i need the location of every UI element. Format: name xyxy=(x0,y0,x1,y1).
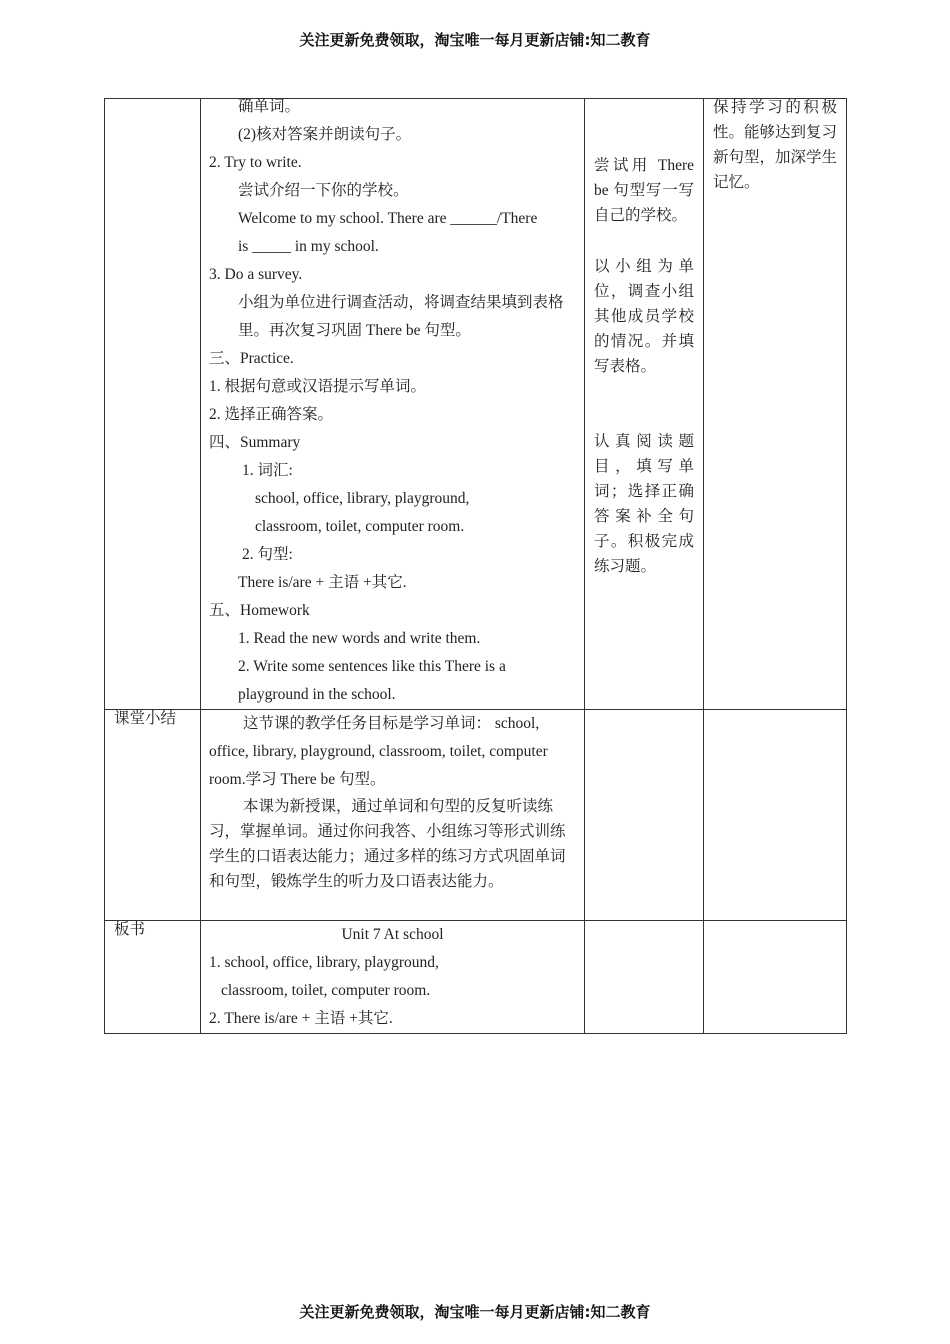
summary-content-cell xyxy=(201,710,585,921)
process-line: 2. 句型: xyxy=(242,546,293,563)
process-line: 尝试介绍一下你的学校。 xyxy=(238,182,409,199)
process-line: school, office, library, playground, xyxy=(255,490,470,507)
process-line: playground in the school. xyxy=(238,686,396,703)
board-empty-cell xyxy=(704,921,847,1034)
process-line: is _____ in my school. xyxy=(238,238,379,255)
board-line: classroom, toilet, computer room. xyxy=(221,982,431,999)
summary-row xyxy=(105,710,847,921)
process-line: 2. Write some sentences like this There is a xyxy=(238,658,506,675)
student-activity-cell xyxy=(585,99,704,710)
process-line: 3. Do a survey. xyxy=(209,266,303,283)
process-line: 2. Try to write. xyxy=(209,154,302,171)
process-paragraph: 小组为单位进行调查活动，将调查结果填到表格里。再次复习巩固 There be 句型。 xyxy=(238,294,564,339)
summary-empty-cell xyxy=(585,710,704,921)
board-label-cell xyxy=(105,921,201,1034)
student-note: 尝试用 There be 句型写一写自己的学校。 xyxy=(594,157,694,224)
process-heading: 四、Summary xyxy=(209,434,301,451)
lesson-plan-table xyxy=(104,98,847,1034)
board-row xyxy=(105,921,847,1034)
process-line: 1. Read the new words and write them. xyxy=(238,630,481,647)
board-line: 1. school, office, library, playground, xyxy=(209,954,439,971)
summary-label-cell xyxy=(105,710,201,921)
board-label: 板书 xyxy=(114,921,146,938)
process-heading: 五、Homework xyxy=(209,602,310,619)
design-intent-text: 保持学习的积极性。能够达到复习新句型，加深学生记忆。 xyxy=(713,99,838,191)
board-content-cell xyxy=(201,921,585,1034)
process-line: There is/are + 主语 +其它. xyxy=(238,574,407,591)
summary-paragraph: 本课为新授课，通过单词和句型的反复听读练习，掌握单词。通过你问我答、小组练习等形式训练学生的口语表达能力；通过多样的练习方式巩固单词和句型，锻炼学生的听力及口语表达能力。 xyxy=(209,798,566,890)
student-note: 以小组为单位，调查小组其他成员学校的情况。并填写表格。 xyxy=(594,258,694,375)
process-line: 1. 词汇: xyxy=(242,462,293,479)
summary-paragraph: 这节课的教学任务目标是学习单词： school, office, library, playground, classroom, toilet, computer room.学习 There be 句型。 xyxy=(209,715,548,788)
process-row xyxy=(105,99,847,710)
summary-label: 课堂小结 xyxy=(114,710,177,727)
board-line: 2. There is/are + 主语 +其它. xyxy=(209,1010,393,1027)
process-line: classroom, toilet, computer room. xyxy=(255,518,465,535)
process-heading: 三、Practice. xyxy=(209,350,294,367)
board-empty-cell xyxy=(585,921,704,1034)
process-line: Welcome to my school. There are ______/There xyxy=(238,210,538,227)
summary-empty-cell xyxy=(704,710,847,921)
process-line: 2. 选择正确答案。 xyxy=(209,406,334,423)
page-footer: 关注更新免费领取，淘宝唯一每月更新店铺:知二教育 xyxy=(299,1303,651,1321)
process-content-cell xyxy=(201,99,585,710)
process-line: 确单词。 xyxy=(238,98,301,115)
board-title: Unit 7 At school xyxy=(341,926,444,943)
process-line: 1. 根据句意或汉语提示写单词。 xyxy=(209,378,427,395)
design-intent-cell xyxy=(704,99,847,710)
student-note: 认真阅读题目，填写单词；选择正确答案补全句子。积极完成练习题。 xyxy=(594,433,694,575)
process-label-cell xyxy=(105,99,201,710)
process-line: (2)核对答案并朗读句子。 xyxy=(238,126,412,143)
page-header: 关注更新免费领取，淘宝唯一每月更新店铺:知二教育 xyxy=(299,31,651,49)
